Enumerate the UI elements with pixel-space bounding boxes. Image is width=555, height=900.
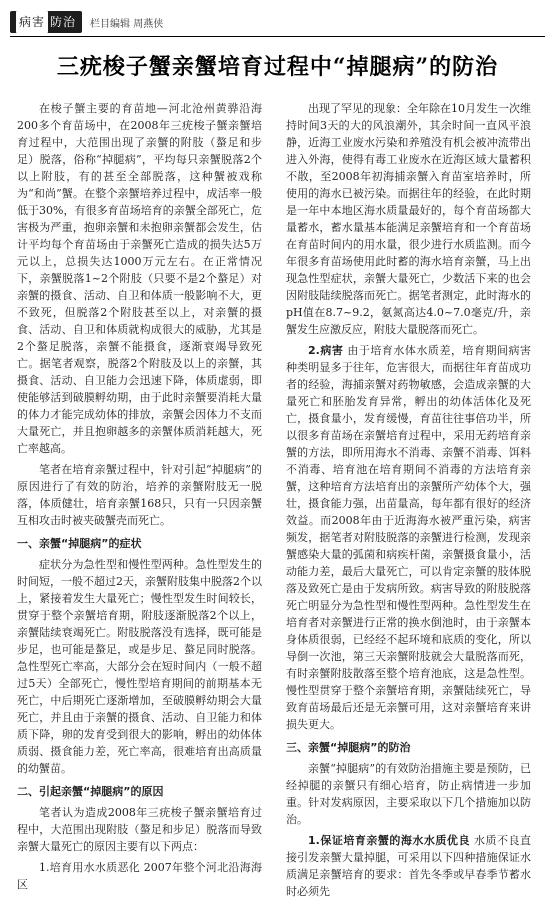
right-column xyxy=(286,100,532,898)
section-heading: 二、引起亲蟹“掉腿病”的原因 xyxy=(17,785,164,798)
paragraph-body: 由于培育水体水质差，培育期间病害种类明显多于往年，危害很大，而据往年育苗成功者的经验，海捕亲蟹对药物敏感，会造成亲蟹的大量死亡和胚胎发育异常，孵出的幼体活体化及死亡，摄食量小，发育缓慢，育苗往往事倍功半，所以很多育苗场在亲蟹培育过程中，采用无药培育亲蟹的方法，即所用海水不消毒、亲蟹不消毒、饵料不消毒、培育池在培育期间不消毒的方法培育亲蟹，这种培育方法培育出的亲蟹所产幼体个大，强壮，摄食能力强，出苗量高，每年都有很好的经济效益。而2008年由于近海海水被严重污染，病害频发，据笔者对附肢脱落的亲蟹进行检测，发现亲蟹感染大量的弧菌和病疾杆菌，亲蟹摄食量小，活动能力差，最后大量死亡，可以肯定亲蟹的肢体脱落及致死亡是由于发病所致。病害导致的附肢脱落死亡明显分为急性型和慢性型两种。急性型发生在培育者对亲蟹进行正常的换水倒池时，由于亲蟹本身体质很弱，已经经不起环境和底质的变化，所以导倒一次池，第三天亲蟹附肢就会大量脱落而死，有时亲蟹附肢散落至整个培育池底，这是急性型。慢性型贯穿于整个亲蟹培育期，亲蟹陆续死亡，导致育苗场最后还是无亲蟹可用，这对亲蟹培育来讲损失更大。 xyxy=(286,344,531,731)
paragraph-with-lead xyxy=(286,342,531,733)
paragraph: 亲蟹“掉腿病”的有效防治措施主要是预防，已经掉腿的亲蟹只有细心培育，防止病情进一步加重。针对发病原因，主要采取以下几个措施加以防治。 xyxy=(286,762,531,826)
header-divider xyxy=(10,36,545,37)
paragraph: 笔者认为造成2008年三疣梭子蟹亲蟹培育过程中，大范围出现附肢（螯足和步足）脱落而导致亲蟹大量死亡的原因主要有以下两点： xyxy=(17,806,262,853)
section-prefix: 病害 xyxy=(16,11,48,33)
article-title: 三疣梭子蟹亲蟹培育过程中“掉腿病”的防治 xyxy=(56,54,499,80)
paragraph-with-lead xyxy=(286,832,531,900)
section-heading: 一、亲蟹“掉腿病”的症状 xyxy=(17,537,142,550)
section-badge xyxy=(10,11,82,33)
paragraph: 1.培育用水水质恶化 2007年整个河北沿海海区 xyxy=(17,861,262,891)
paragraph: 症状分为急性型和慢性型两种。急性型发生的时间短，一般不超过2天，亲蟹附肢集中脱落2个以上，紧接着发生大量死亡；慢性型发生时间较长，贯穿于整个亲蟹培育期，附肢逐渐脱落2个以上，亲蟹陆续衰竭死亡。附肢脱落没有选择，既可能是步足，也可能是螯足，或是步足、螯足同时脱落。急性型死亡率高，大部分会在短时间内（一般不超过5天）全部死亡，慢性型培育期间的前期基本无死亡，中后期死亡逐渐增加，至破膜孵幼期会大量死亡，并且由于亲蟹的摄食、活动、自卫能力和体质下降，卵的发育受到很大的影响，孵出的幼体体质弱、摄食能力差，死亡率高，很难培育出高质量的幼蟹苗。 xyxy=(17,558,262,775)
paragraph-lead: 1.保证培育亲蟹的海水水质优良 xyxy=(308,834,470,847)
left-column xyxy=(17,100,262,891)
section-heading: 三、亲蟹“掉腿病”的防治 xyxy=(286,741,411,754)
article-columns xyxy=(17,100,535,898)
paragraph: 出现了罕见的现象：全年除在10月发生一次维持时间3天的大的风浪潮外，其余时间一直风平浪静，近海工业废水污染和养殖没有机会被冲流带出进入外海，使得有毒工业废水在近海区域大量蓄积不散，至2008年初海捕亲蟹入育苗室培养时，所使用的海水已被污染。而据往年的经验，在此时期是一年中本地区海水质量最好的，每个育苗场都大量蓄水，蓄水量基本能满足亲蟹培育和一个育苗场在育苗时间内的用水量，很少进行水质监测。而今年很多育苗场使用此时蓄的海水培育亲蟹，马上出现急性型症状，亲蟹大量死亡，少数活下来的也会因附肢陆续脱落而死亡。据笔者测定，此时海水的pH值在8.7~9.2，氨氮高达4.0~7.0毫克/升，亲蟹发生应激反应，附肢大量脱落而死亡。 xyxy=(286,102,531,336)
column-editor: 栏目编辑 周燕侠 xyxy=(90,18,164,30)
paragraph: 在梭子蟹主要的育苗地—河北沧州黄骅沿海200多个育苗场中，在2008年三疣梭子蟹亲蟹培育过程中，大范围出现了亲蟹的附肢（螯足和步足）脱落，俗称“掉腿病”，平均每只亲蟹脱落2个以上附肢，有的甚至全部脱落，这种蟹被戏称为“和尚”蟹。在整个亲蟹培养过程中，成活率一般低于30%，有很多育苗场培育的亲蟹全部死亡，危害极为严重，抱卵亲蟹和未抱卵亲蟹都会发生，估计平均每个育苗场由于亲蟹死亡造成的损失达5万元以上，总损失达1000万元左右。在正常情况下，亲蟹脱落1~2个附肢（只要不是2个螯足）对亲蟹的摄食、活动、自卫和体质一般影响不大，更不致死，但脱落2个附肢甚至以上，对亲蟹的摄食、活动、自卫和体质就构成很大的威胁，尤其是2个螯足脱落，亲蟹不能摄食，逐渐衰竭导致死亡。据笔者观察，脱落2个附肢及以上的亲蟹，其摄食、活动、自卫能力会迅速下降，体质虚弱，即使能够活到破膜孵幼期，由于此时亲蟹要消耗大量的体力才能完成幼体的排放，亲蟹会因体力不支而大量死亡，并且抱卵越多的亲蟹体质消耗越大，死亡率越高。 xyxy=(17,102,262,455)
paragraph: 笔者在培育亲蟹过程中，针对引起“掉腿病”的原因进行了有效的防治，培养的亲蟹附肢无一脱落，体质健壮，培育亲蟹168只，只有一只因亲蟹互相攻击时被夹破蟹壳而死亡。 xyxy=(17,463,262,527)
section-suffix: 防治 xyxy=(50,15,77,29)
paragraph-lead: 2.病害 xyxy=(308,344,344,357)
page-header xyxy=(10,10,545,34)
paragraph-body: 水质不良直接引发亲蟹大量掉腿，可采用以下四种措施保证水质满足亲蟹培育的要求：首先冬季或早春季节蓄水时必须先 xyxy=(286,834,532,898)
